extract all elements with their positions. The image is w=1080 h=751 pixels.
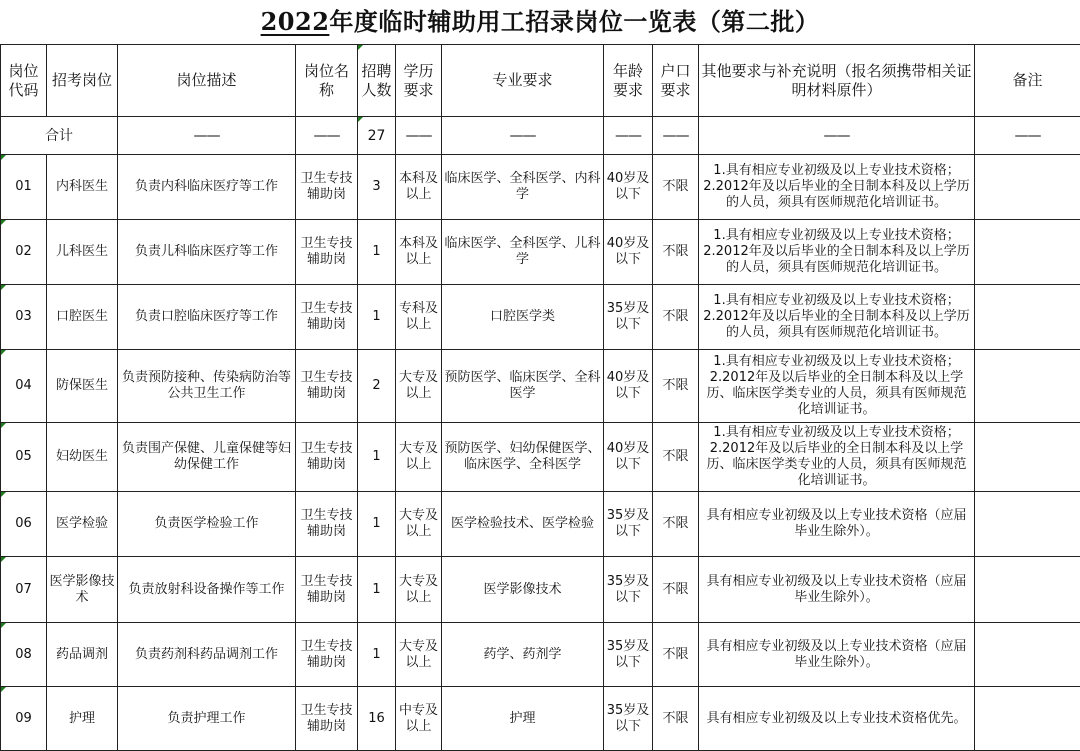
total-dash-age: —— — [604, 117, 653, 155]
row-note — [975, 220, 1080, 285]
row-count: 3 — [358, 155, 396, 220]
row-count: 1 — [358, 220, 396, 285]
row-note — [975, 492, 1080, 557]
row-post: 医学检验 — [47, 492, 118, 557]
row-post: 口腔医生 — [47, 285, 118, 350]
row-count: 1 — [358, 623, 396, 687]
header-other: 其他要求与补充说明（报名须携带相关证明材料原件） — [699, 45, 975, 117]
row-age: 35岁及以下 — [604, 285, 653, 350]
row-name: 卫生专技辅助岗 — [296, 687, 358, 751]
total-dash-major: —— — [442, 117, 604, 155]
row-name: 卫生专技辅助岗 — [296, 623, 358, 687]
row-post: 护理 — [47, 687, 118, 751]
row-post: 药品调剂 — [47, 623, 118, 687]
table-row — [1, 285, 1080, 350]
row-hukou: 不限 — [653, 285, 699, 350]
row-major: 临床医学、全科医学、内科学 — [442, 155, 604, 220]
row-code: 05 — [1, 423, 47, 492]
page-title — [0, 0, 1080, 44]
table-row — [1, 155, 1080, 220]
row-post: 防保医生 — [47, 350, 118, 423]
row-major: 预防医学、妇幼保健医学、临床医学、全科医学 — [442, 423, 604, 492]
row-note — [975, 557, 1080, 623]
row-desc: 负责内科临床医疗等工作 — [118, 155, 296, 220]
header-desc: 岗位描述 — [118, 45, 296, 117]
row-desc: 负责医学检验工作 — [118, 492, 296, 557]
row-other: 1.具有相应专业初级及以上专业技术资格；2.2012年及以后毕业的全日制本科及以上学历、临床医学类专业的人员，须具有医师规范化培训证书。 — [699, 350, 975, 423]
header-row — [1, 45, 1080, 117]
row-edu: 本科及以上 — [396, 220, 442, 285]
row-note — [975, 285, 1080, 350]
row-hukou: 不限 — [653, 350, 699, 423]
row-name: 卫生专技辅助岗 — [296, 557, 358, 623]
row-desc: 负责护理工作 — [118, 687, 296, 751]
row-code: 06 — [1, 492, 47, 557]
row-edu: 大专及以上 — [396, 557, 442, 623]
table-row — [1, 557, 1080, 623]
row-other: 1.具有相应专业初级及以上专业技术资格；2.2012年及以后毕业的全日制本科及以上学历的人员，须具有医师规范化培训证书。 — [699, 285, 975, 350]
header-name: 岗位名称 — [296, 45, 358, 117]
table-row — [1, 492, 1080, 557]
row-hukou: 不限 — [653, 687, 699, 751]
row-desc: 负责儿科临床医疗等工作 — [118, 220, 296, 285]
row-major: 口腔医学类 — [442, 285, 604, 350]
row-desc: 负责药剂科药品调剂工作 — [118, 623, 296, 687]
row-edu: 大专及以上 — [396, 350, 442, 423]
row-other: 1.具有相应专业初级及以上专业技术资格；2.2012年及以后毕业的全日制本科及以上学历的人员，须具有医师规范化培训证书。 — [699, 155, 975, 220]
row-name: 卫生专技辅助岗 — [296, 285, 358, 350]
total-count: 27 — [358, 117, 396, 155]
row-age: 35岁及以下 — [604, 557, 653, 623]
row-code: 07 — [1, 557, 47, 623]
row-age: 40岁及以下 — [604, 155, 653, 220]
row-age: 40岁及以下 — [604, 220, 653, 285]
row-desc: 负责口腔临床医疗等工作 — [118, 285, 296, 350]
row-major: 预防医学、临床医学、全科医学 — [442, 350, 604, 423]
header-major: 专业要求 — [442, 45, 604, 117]
row-other: 具有相应专业初级及以上专业技术资格优先。 — [699, 687, 975, 751]
row-edu: 大专及以上 — [396, 423, 442, 492]
row-age: 40岁及以下 — [604, 350, 653, 423]
row-age: 40岁及以下 — [604, 423, 653, 492]
row-edu: 大专及以上 — [396, 623, 442, 687]
row-name: 卫生专技辅助岗 — [296, 423, 358, 492]
row-major: 医学检验技术、医学检验 — [442, 492, 604, 557]
total-dash-other: —— — [699, 117, 975, 155]
row-name: 卫生专技辅助岗 — [296, 220, 358, 285]
row-code: 08 — [1, 623, 47, 687]
row-code: 03 — [1, 285, 47, 350]
row-major: 护理 — [442, 687, 604, 751]
row-count: 1 — [358, 492, 396, 557]
header-code: 岗位代码 — [1, 45, 47, 117]
table-row — [1, 687, 1080, 751]
row-major: 临床医学、全科医学、儿科学 — [442, 220, 604, 285]
row-edu: 中专及以上 — [396, 687, 442, 751]
table-row — [1, 220, 1080, 285]
row-hukou: 不限 — [653, 423, 699, 492]
row-desc: 负责围产保健、儿童保健等妇幼保健工作 — [118, 423, 296, 492]
row-code: 02 — [1, 220, 47, 285]
total-dash-name: —— — [296, 117, 358, 155]
row-code: 01 — [1, 155, 47, 220]
header-note: 备注 — [975, 45, 1080, 117]
row-age: 35岁及以下 — [604, 687, 653, 751]
row-post: 医学影像技术 — [47, 557, 118, 623]
row-edu: 专科及以上 — [396, 285, 442, 350]
row-count: 1 — [358, 285, 396, 350]
row-post: 内科医生 — [47, 155, 118, 220]
row-post: 妇幼医生 — [47, 423, 118, 492]
header-post: 招考岗位 — [47, 45, 118, 117]
title-year: 2022 — [261, 7, 330, 36]
row-major: 药学、药剂学 — [442, 623, 604, 687]
row-other: 具有相应专业初级及以上专业技术资格（应届毕业生除外）。 — [699, 623, 975, 687]
header-age: 年龄要求 — [604, 45, 653, 117]
total-dash-desc: —— — [118, 117, 296, 155]
row-hukou: 不限 — [653, 623, 699, 687]
row-hukou: 不限 — [653, 557, 699, 623]
header-count: 招聘人数 — [358, 45, 396, 117]
total-dash-note: —— — [975, 117, 1080, 155]
row-note — [975, 623, 1080, 687]
row-count: 16 — [358, 687, 396, 751]
row-age: 35岁及以下 — [604, 623, 653, 687]
title-text: 年度临时辅助用工招录岗位一览表（第二批） — [329, 7, 819, 36]
row-count: 2 — [358, 350, 396, 423]
row-edu: 大专及以上 — [396, 492, 442, 557]
total-label: 合计 — [1, 117, 118, 155]
table-row — [1, 623, 1080, 687]
total-dash-hukou: —— — [653, 117, 699, 155]
row-note — [975, 687, 1080, 751]
row-hukou: 不限 — [653, 492, 699, 557]
header-edu: 学历要求 — [396, 45, 442, 117]
row-count: 1 — [358, 423, 396, 492]
row-name: 卫生专技辅助岗 — [296, 492, 358, 557]
table-row — [1, 350, 1080, 423]
row-hukou: 不限 — [653, 220, 699, 285]
row-major: 医学影像技术 — [442, 557, 604, 623]
recruitment-table — [0, 44, 1080, 751]
total-row — [1, 117, 1080, 155]
row-other: 1.具有相应专业初级及以上专业技术资格；2.2012年及以后毕业的全日制本科及以上学历、临床医学类专业的人员，须具有医师规范化培训证书。 — [699, 423, 975, 492]
row-code: 09 — [1, 687, 47, 751]
table-row — [1, 423, 1080, 492]
row-note — [975, 350, 1080, 423]
row-other: 具有相应专业初级及以上专业技术资格（应届毕业生除外）。 — [699, 492, 975, 557]
row-name: 卫生专技辅助岗 — [296, 155, 358, 220]
row-desc: 负责放射科设备操作等工作 — [118, 557, 296, 623]
row-note — [975, 155, 1080, 220]
row-note — [975, 423, 1080, 492]
row-hukou: 不限 — [653, 155, 699, 220]
row-other: 1.具有相应专业初级及以上专业技术资格；2.2012年及以后毕业的全日制本科及以上学历的人员，须具有医师规范化培训证书。 — [699, 220, 975, 285]
row-edu: 本科及以上 — [396, 155, 442, 220]
row-count: 1 — [358, 557, 396, 623]
row-age: 35岁及以下 — [604, 492, 653, 557]
row-desc: 负责预防接种、传染病防治等公共卫生工作 — [118, 350, 296, 423]
row-other: 具有相应专业初级及以上专业技术资格（应届毕业生除外）。 — [699, 557, 975, 623]
row-name: 卫生专技辅助岗 — [296, 350, 358, 423]
row-post: 儿科医生 — [47, 220, 118, 285]
row-code: 04 — [1, 350, 47, 423]
header-hukou: 户口要求 — [653, 45, 699, 117]
total-dash-edu: —— — [396, 117, 442, 155]
